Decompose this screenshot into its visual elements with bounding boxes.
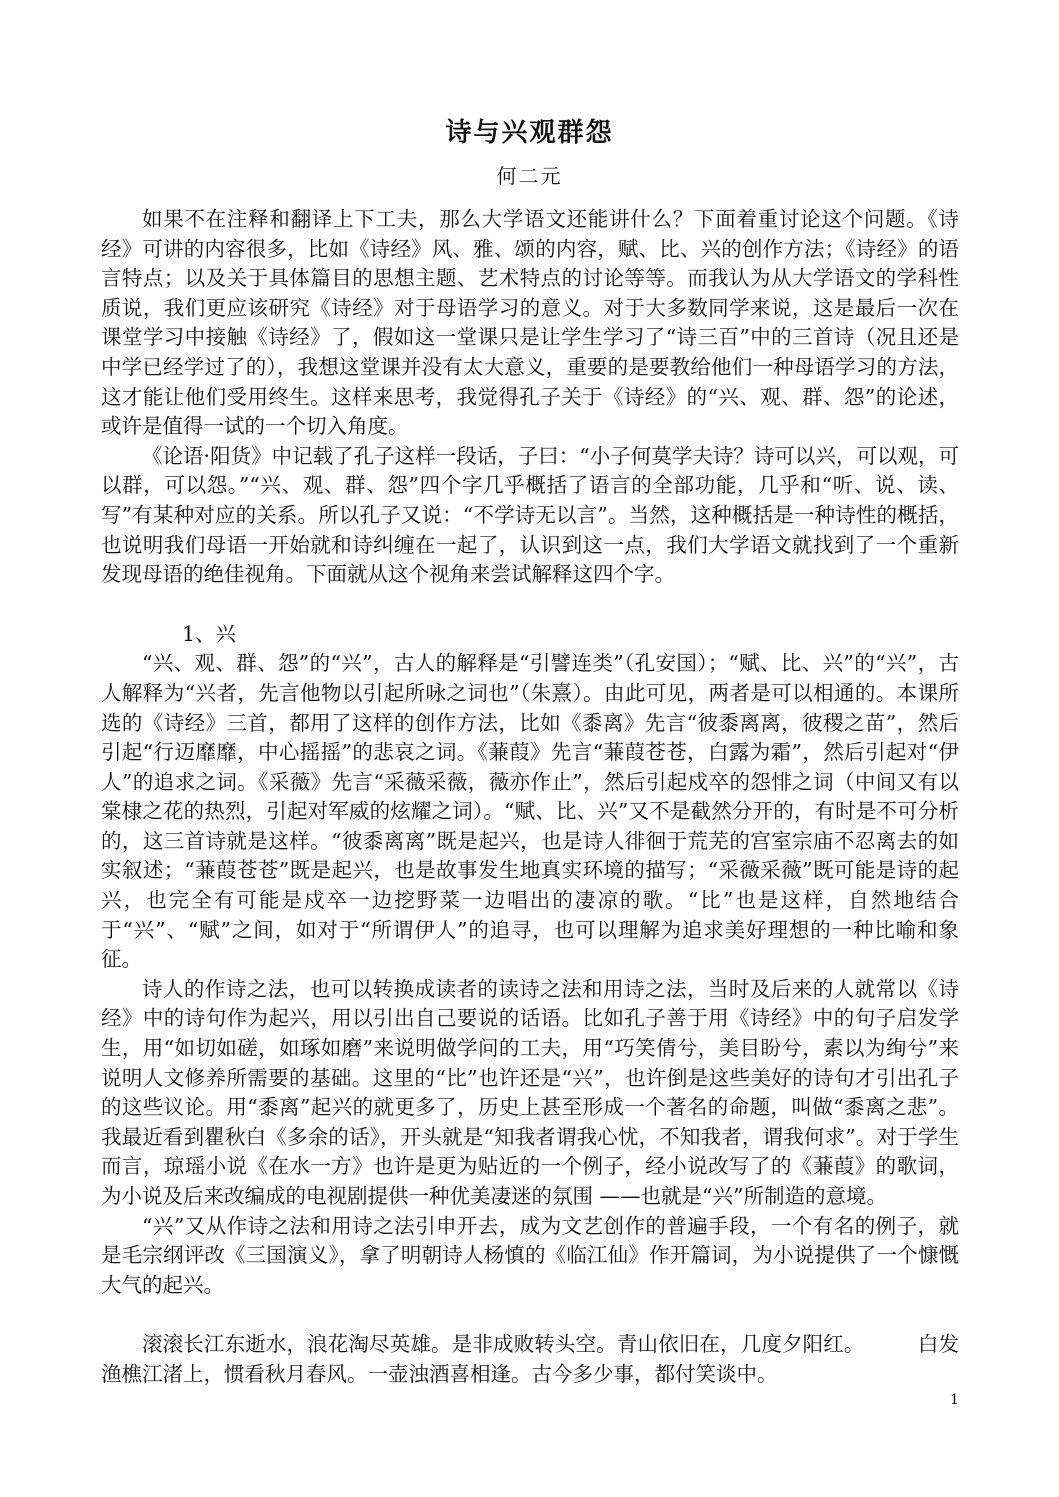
author-name: 何二元 [496, 164, 563, 188]
document-title: 诗与兴观群怨 [445, 118, 614, 148]
paragraph: “兴、观、群、怨”的“兴”，古人的解释是“引譬连类”（孔安国）；“赋、比、兴”的“兴”，古人解释为“兴者，先言他物以引起所咏之词也”（朱熹）。由此可见，两者是可以相通的。本课所选的《诗经》三首，都用了这样的创作方法，比如《黍离》先言“彼黍离离，彼稷之苗”，然后引起“行迈靡靡，中心摇摇”的悲哀之词。《蒹葭》先言“蒹葭苍苍，白露为霜”，然后引起对“伊人”的追求之词。《采薇》先言“采薇采薇，薇亦作止”，然后引起戍卒的怨悱之词（中间又有以棠棣之花的热烈，引起对军威的炫耀之词）。“赋、比、兴”又不是截然分开的，有时是不可分析的，这三首诗就是这样。“彼黍离离”既是起兴，也是诗人徘徊于荒芜的宫室宗庙不忍离去的如实叙述；“蒹葭苍苍”既是起兴，也是故事发生地真实环境的描写；“采薇采薇”既可能是诗的起兴，也完全有可能是戍卒一边挖野菜一边唱出的凄凉的歌。“比”也是这样，自然地结合于“兴”、“赋”之间，如对于“所谓伊人”的追寻，也可以理解为追求美好理想的一种比喻和象征。 [101, 651, 959, 972]
paragraph: 诗人的作诗之法，也可以转换成读者的读诗之法和用诗之法，当时及后来的人就常以《诗经》中的诗句作为起兴，用以引出自己要说的话语。比如孔子善于用《诗经》中的句子启发学生，用“如切如磋，如琢如磨”来说明做学问的工夫，用“巧笑倩兮，美目盼兮，素以为绚兮”来说明人文修养所需要的基础。这里的“比”也许还是“兴”，也许倒是这些美好的诗句才引出孔子的这些议论。用“黍离”起兴的就更多了，历史上甚至形成一个著名的命题，叫做“黍离之悲”。我最近看到瞿秋白《多余的话》，开头就是“知我者谓我心忧，不知我者，谓我何求”。对于学生而言，琼瑶小说《在水一方》也许是更为贴近的一个例子，经小说改写了的《蒹葭》的歌词，为小说及后来改编成的电视剧提供一种优美凄迷的氛围 ——也就是“兴”所制造的意境。 [101, 976, 959, 1208]
section-heading: 1、兴 [182, 621, 237, 646]
page-number: 1 [950, 1392, 959, 1408]
paragraph: 如果不在注释和翻译上下工夫，那么大学语文还能讲什么？下面着重讨论这个问题。《诗经》可讲的内容很多，比如《诗经》风、雅、颂的内容，赋、比、兴的创作方法；《诗经》的语言特点；以及关于具体篇目的思想主题、艺术特点的讨论等等。而我认为从大学语文的学科性质说，我们更应该研究《诗经》对于母语学习的意义。对于大多数同学来说，这是最后一次在课堂学习中接触《诗经》了，假如这一堂课只是让学生学习了“诗三百”中的三首诗（况且还是中学已经学过了的），我想这堂课并没有太大意义，重要的是要教给他们一种母语学习的方法，这才能让他们受用终生。这样来思考，我觉得孔子关于《诗经》的“兴、观、群、怨”的论述，或许是值得一试的一个切入角度。 [101, 207, 959, 439]
poem-quote: 滚滚长江东逝水，浪花淘尽英雄。是非成败转头空。青山依旧在，几度夕阳红。 白发渔樵江渚上，惯看秋月春风。一壶浊酒喜相逢。古今多少事，都付笑谈中。 [101, 1332, 959, 1386]
paragraph-spacer [101, 590, 959, 620]
paragraph-spacer [101, 1300, 959, 1330]
document-body [101, 205, 959, 1390]
paragraph: “兴”又从作诗之法和用诗之法引申开去，成为文艺创作的普遍手段，一个有名的例子，就是毛宗纲评改《三国演义》，拿了明朝诗人杨慎的《临江仙》作开篇词，为小说提供了一个慷慨大气的起兴。 [101, 1213, 959, 1297]
paragraph: 《论语·阳货》中记载了孔子这样一段话，子曰：“小子何莫学夫诗？诗可以兴，可以观，可以群，可以怨。”“兴、观、群、怨”四个字几乎概括了语言的全部功能，几乎和“听、说、读、写”有某种对应的关系。所以孔子又说：“不学诗无以言”。当然，这种概括是一种诗性的概括，也说明我们母语一开始就和诗纠缠在一起了，认识到这一点，我们大学语文就找到了一个重新发现母语的绝佳视角。下面就从这个视角来尝试解释这四个字。 [101, 443, 959, 587]
